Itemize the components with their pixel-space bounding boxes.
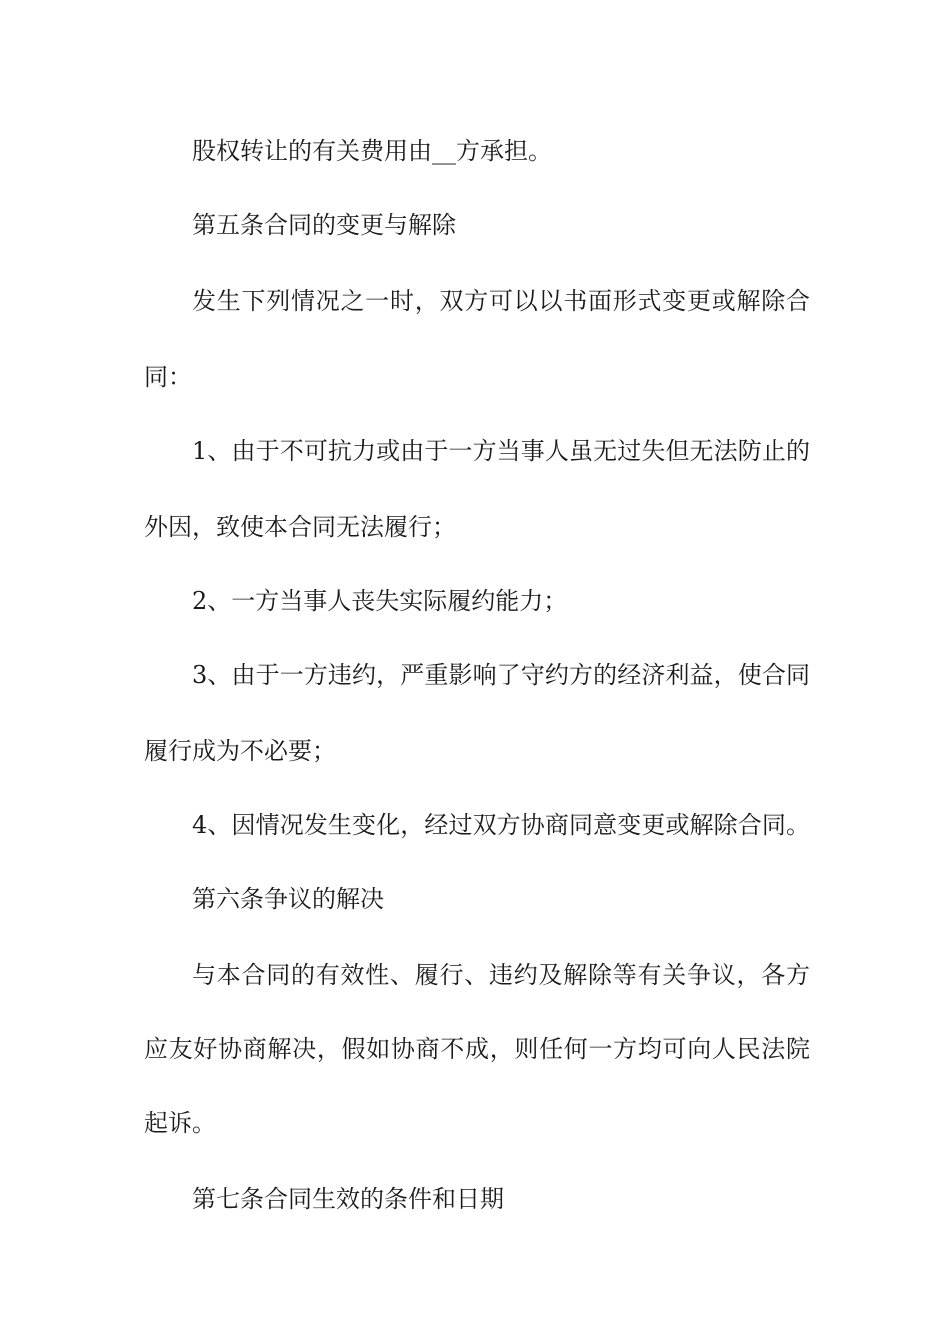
paragraph-line: 应友好协商解决，假如协商不成，则任何一方均可向人民法院: [144, 1035, 810, 1063]
section-heading: 第五条合同的变更与解除: [192, 211, 456, 239]
paragraph-line: 与本合同的有效性、履行、违约及解除等有关争议，各方: [192, 961, 810, 989]
list-item-line: 1、由于不可抗力或由于一方当事人虽无过失但无法防止的: [192, 437, 810, 465]
list-item-line: 2、一方当事人丧失实际履约能力；: [192, 587, 568, 615]
paragraph-line: 发生下列情况之一时，双方可以以书面形式变更或解除合: [192, 287, 810, 315]
section-heading: 第七条合同生效的条件和日期: [192, 1185, 504, 1213]
paragraph-line: 起诉。: [144, 1109, 216, 1137]
list-item-line: 履行成为不必要；: [144, 737, 336, 765]
section-heading: 第六条争议的解决: [192, 885, 384, 913]
list-item-line: 3、由于一方违约，严重影响了守约方的经济利益，使合同: [192, 661, 810, 689]
paragraph-line: 同：: [144, 363, 192, 391]
list-item-line: 4、因情况发生变化，经过双方协商同意变更或解除合同。: [192, 811, 810, 839]
list-item-line: 外因，致使本合同无法履行；: [144, 513, 456, 541]
paragraph-line: 股权转让的有关费用由__方承担。: [192, 137, 552, 165]
